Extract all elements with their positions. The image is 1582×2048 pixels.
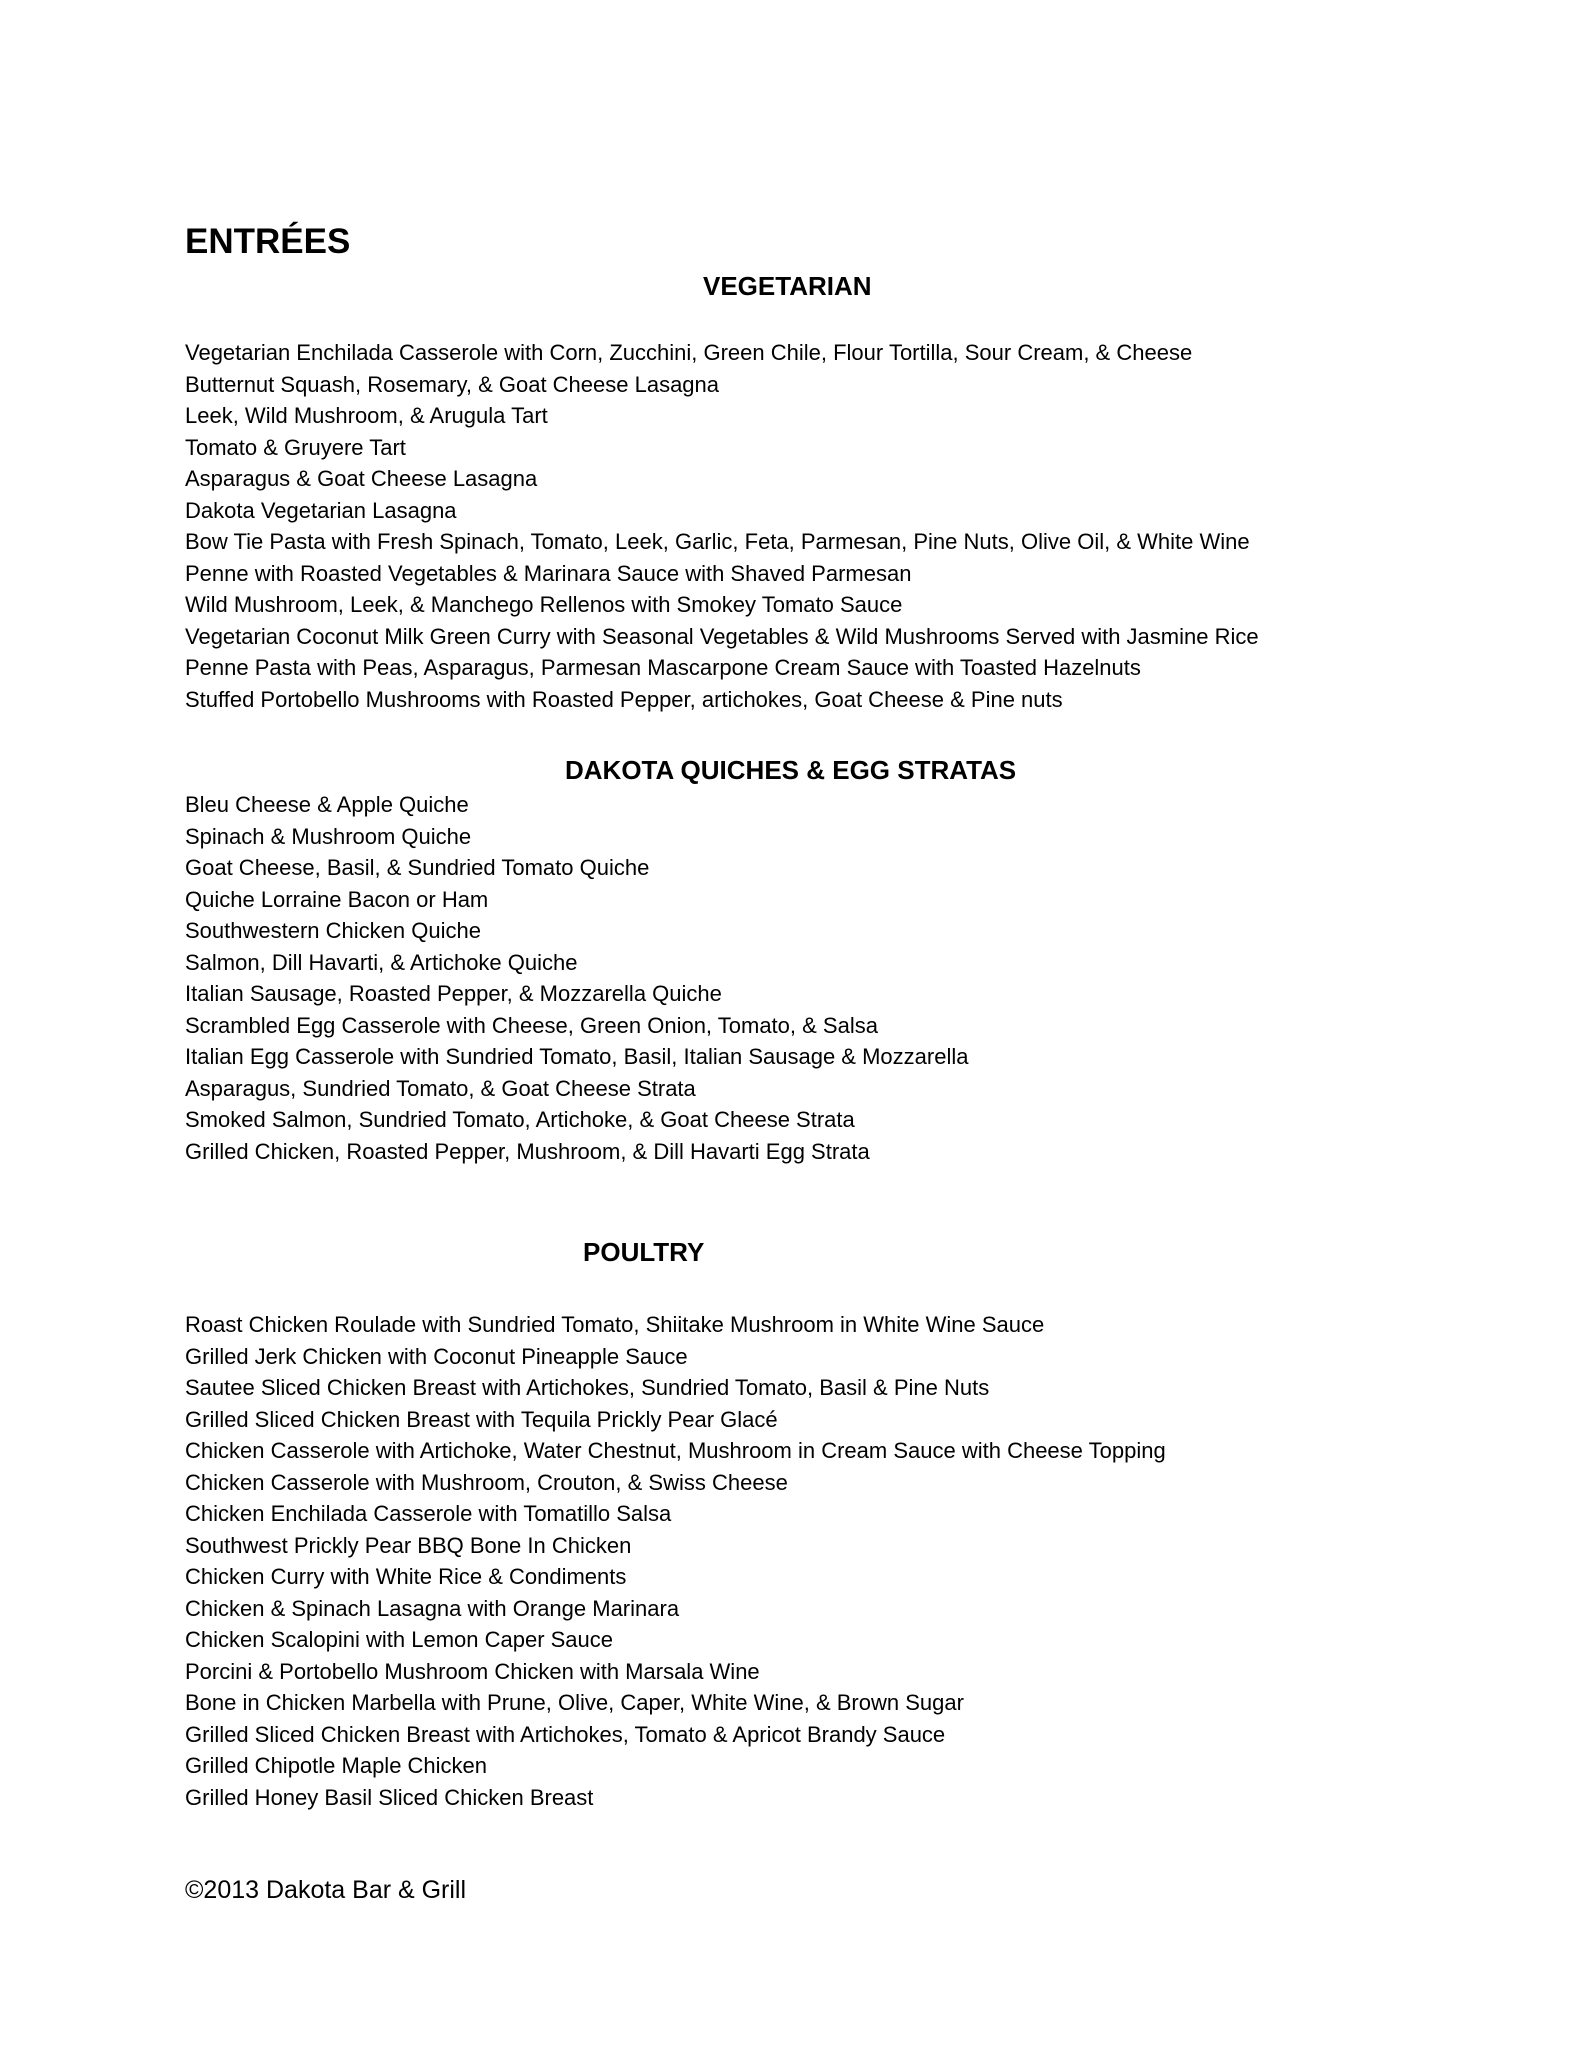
menu-item: Asparagus, Sundried Tomato, & Goat Cheese Strata bbox=[185, 1075, 696, 1101]
menu-item: Salmon, Dill Havarti, & Artichoke Quiche bbox=[185, 949, 578, 975]
menu-item: Italian Egg Casserole with Sundried Tomato, Basil, Italian Sausage & Mozzarella bbox=[185, 1044, 969, 1069]
menu-item: Wild Mushroom, Leek, & Manchego Rellenos with Smokey Tomato Sauce bbox=[185, 592, 903, 617]
menu-item: Bone in Chicken Marbella with Prune, Olive, Caper, White Wine, & Brown Sugar bbox=[185, 1690, 964, 1715]
menu-item: Bleu Cheese & Apple Quiche bbox=[185, 792, 469, 817]
menu-item: Stuffed Portobello Mushrooms with Roasted Pepper, artichokes, Goat Cheese & Pine nuts bbox=[185, 686, 1063, 712]
menu-item: Tomato & Gruyere Tart bbox=[185, 434, 406, 460]
section-heading-vegetarian: VEGETARIAN bbox=[703, 271, 872, 301]
menu-item: Vegetarian Coconut Milk Green Curry with Seasonal Vegetables & Wild Mushrooms Served with Jasmine Rice bbox=[185, 623, 1259, 649]
section-heading-poultry: POULTRY bbox=[583, 1237, 705, 1267]
menu-item: Penne with Roasted Vegetables & Marinara Sauce with Shaved Parmesan bbox=[185, 560, 912, 586]
menu-item: Bow Tie Pasta with Fresh Spinach, Tomato, Leek, Garlic, Feta, Parmesan, Pine Nuts, Olive Oil, & White Wine bbox=[185, 529, 1250, 554]
menu-item: Chicken Casserole with Mushroom, Crouton, & Swiss Cheese bbox=[185, 1469, 788, 1495]
menu-item: Southwestern Chicken Quiche bbox=[185, 918, 481, 943]
menu-item: Chicken & Spinach Lasagna with Orange Marinara bbox=[185, 1595, 680, 1621]
menu-item: Chicken Scalopini with Lemon Caper Sauce bbox=[185, 1627, 614, 1652]
menu-item: Italian Sausage, Roasted Pepper, & Mozzarella Quiche bbox=[185, 981, 722, 1006]
menu-item: Dakota Vegetarian Lasagna bbox=[185, 497, 457, 523]
menu-item: Chicken Casserole with Artichoke, Water Chestnut, Mushroom in Cream Sauce with Cheese Topping bbox=[185, 1438, 1166, 1463]
menu-item: Smoked Salmon, Sundried Tomato, Artichoke, & Goat Cheese Strata bbox=[185, 1107, 855, 1132]
page-title: ENTRÉES bbox=[185, 222, 351, 261]
menu-item: Grilled Sliced Chicken Breast with Tequila Prickly Pear Glacé bbox=[185, 1406, 778, 1432]
menu-item: Sautee Sliced Chicken Breast with Artichokes, Sundried Tomato, Basil & Pine Nuts bbox=[185, 1375, 990, 1400]
menu-item: Roast Chicken Roulade with Sundried Tomato, Shiitake Mushroom in White Wine Sauce bbox=[185, 1312, 1045, 1337]
menu-item: Butternut Squash, Rosemary, & Goat Cheese Lasagna bbox=[185, 371, 720, 397]
menu-item: Vegetarian Enchilada Casserole with Corn, Zucchini, Green Chile, Flour Tortilla, Sour Cream, & Cheese bbox=[185, 340, 1193, 365]
menu-item: Scrambled Egg Casserole with Cheese, Green Onion, Tomato, & Salsa bbox=[185, 1012, 878, 1038]
quiches-menu-list bbox=[185, 789, 968, 1167]
menu-item: Grilled Sliced Chicken Breast with Artichokes, Tomato & Apricot Brandy Sauce bbox=[185, 1721, 946, 1747]
menu-item: Grilled Chicken, Roasted Pepper, Mushroom, & Dill Havarti Egg Strata bbox=[185, 1138, 870, 1164]
menu-item: Porcini & Portobello Mushroom Chicken with Marsala Wine bbox=[185, 1658, 760, 1684]
menu-item: Chicken Enchilada Casserole with Tomatillo Salsa bbox=[185, 1501, 672, 1526]
menu-item: Quiche Lorraine Bacon or Ham bbox=[185, 886, 489, 912]
menu-item: Grilled Jerk Chicken with Coconut Pineapple Sauce bbox=[185, 1343, 688, 1369]
poultry-menu-list bbox=[185, 1309, 1166, 1813]
menu-item: Goat Cheese, Basil, & Sundried Tomato Quiche bbox=[185, 855, 650, 880]
menu-item: Leek, Wild Mushroom, & Arugula Tart bbox=[185, 403, 548, 428]
vegetarian-menu-list bbox=[185, 337, 1259, 715]
menu-item: Grilled Honey Basil Sliced Chicken Breast bbox=[185, 1784, 594, 1810]
menu-item: Penne Pasta with Peas, Asparagus, Parmesan Mascarpone Cream Sauce with Toasted Hazelnuts bbox=[185, 655, 1141, 680]
menu-item: Chicken Curry with White Rice & Condiments bbox=[185, 1564, 627, 1589]
menu-item: Asparagus & Goat Cheese Lasagna bbox=[185, 466, 538, 491]
copyright-footer: ©2013 Dakota Bar & Grill bbox=[185, 1876, 467, 1904]
menu-item: Southwest Prickly Pear BBQ Bone In Chicken bbox=[185, 1532, 632, 1558]
menu-item: Grilled Chipotle Maple Chicken bbox=[185, 1753, 488, 1778]
menu-item: Spinach & Mushroom Quiche bbox=[185, 823, 472, 849]
section-heading-quiches: DAKOTA QUICHES & EGG STRATAS bbox=[565, 755, 1017, 785]
